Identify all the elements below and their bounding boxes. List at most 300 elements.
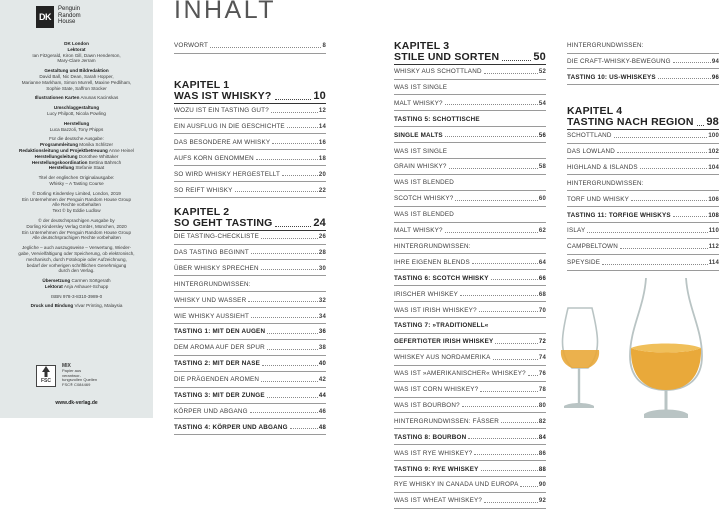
toc-page-number: 110 [708, 228, 719, 235]
imprint-value: Alle deutschsprachigen Rechte vorbehalten [32, 235, 121, 241]
toc-rule [394, 238, 546, 239]
toc-leader-dots [620, 248, 708, 249]
toc-entry-label: DAS TASTING BEGINNT [174, 248, 249, 256]
imprint-line [4, 303, 149, 309]
toc-entry-label: WAS IST SINGLE [394, 147, 448, 155]
toc-rule [394, 301, 546, 302]
toc-rule [174, 118, 326, 119]
toc-leader-dots [474, 454, 538, 455]
toc-entry-label: TORF UND WHISKY [567, 195, 630, 203]
toc-rule [394, 460, 546, 461]
toc-leader-dots [673, 62, 711, 63]
toc-leader-dots [640, 168, 708, 169]
toc-leader-dots [445, 104, 538, 105]
toc-entry[interactable] [394, 338, 546, 345]
toc-entry[interactable] [394, 211, 546, 218]
toc-leader-dots [210, 47, 321, 48]
toc-page-number: 28 [318, 249, 326, 256]
toc-entry[interactable] [394, 179, 546, 186]
imprint-panel [0, 0, 153, 418]
toc-entry[interactable] [174, 233, 326, 240]
imprint-credits [4, 41, 149, 309]
publisher-name: Penguin Random House [58, 6, 81, 26]
toc-rule [174, 387, 326, 388]
toc-page-number: 92 [538, 498, 546, 505]
toc-rule [174, 259, 326, 260]
toc-entry[interactable] [567, 74, 719, 81]
toc-entry[interactable] [394, 227, 546, 234]
toc-entry-label: WAS IST »AMERIKANISCHER« WHISKEY? [394, 370, 526, 378]
toc-entry[interactable] [174, 313, 326, 320]
toc-entry[interactable] [394, 68, 546, 75]
toc-rule [174, 307, 326, 308]
toc-entry[interactable] [567, 196, 719, 203]
toc-rule [174, 149, 326, 150]
toc-rule [394, 126, 546, 127]
imprint-value: Anunas Kacinskas [80, 95, 119, 101]
toc-page-number: 106 [708, 196, 719, 203]
toc-leader-dots [251, 253, 318, 254]
toc-leader-dots [248, 301, 318, 302]
imprint-role: Herstellung [48, 165, 75, 171]
toc-entry[interactable] [394, 322, 546, 329]
chapter-page-number: 98 [706, 116, 719, 128]
toc-entry[interactable] [394, 291, 546, 298]
toc-page-number: 14 [318, 123, 326, 130]
toc-entry[interactable] [394, 466, 546, 473]
toc-page-number: 26 [318, 234, 326, 240]
imprint-value: Bettina Bährsch [88, 159, 122, 165]
imprint-role: Programmleitung [39, 142, 79, 148]
toc-rule [394, 190, 546, 191]
toc-leader-dots [658, 78, 711, 79]
toc-entry-label: TASTING 5: SCHOTTISCHE [394, 115, 480, 123]
chapter-heading[interactable] [394, 41, 546, 65]
imprint-role: Druck und Bindung [30, 303, 74, 309]
toc-page-number: 18 [318, 155, 326, 162]
toc-rule [394, 110, 546, 111]
toc-entry-label: TASTING 2: MIT DER NASE [174, 360, 260, 368]
imprint-role: Herstellung [63, 120, 90, 126]
toc-rule [394, 158, 546, 159]
toc-leader-dots [484, 73, 538, 74]
toc-entry[interactable] [567, 243, 719, 250]
toc-page-number: 76 [538, 371, 546, 378]
toc-leader-dots [287, 127, 318, 128]
chapter-title: SO GEHT TASTING [174, 217, 273, 229]
toc-entry[interactable] [394, 307, 546, 314]
toc-entry[interactable] [394, 481, 546, 488]
imprint-role: Herstellungsleitung [34, 153, 78, 159]
toc-page-number: 44 [318, 393, 326, 399]
toc-rule [567, 84, 719, 85]
chapter-title-row [567, 117, 719, 128]
toc-entry-label: WAS IST RYE WHISKEY? [394, 449, 473, 457]
toc-rule [567, 158, 719, 159]
toc-entry[interactable] [394, 195, 546, 202]
toc-entry-label: SPEYSIDE [567, 259, 601, 267]
toc-rule [567, 143, 719, 144]
toc-entry[interactable] [174, 107, 326, 114]
toc-rule [394, 206, 546, 207]
toc-entry[interactable] [174, 376, 326, 383]
imprint-value: Anja Ashauer-Schupp [63, 283, 109, 289]
toc-entry[interactable] [394, 386, 546, 393]
toc-entry[interactable] [174, 265, 326, 272]
imprint-value: © der deutschsprachigen Ausgabe by [38, 217, 115, 223]
chapter-title-row [174, 218, 326, 229]
small-glass-icon [561, 308, 599, 408]
toc-page-number: 42 [318, 377, 326, 384]
toc-page-number: 80 [538, 402, 546, 409]
toc-leader-dots [528, 375, 538, 376]
toc-entry[interactable] [174, 139, 326, 146]
toc-entry-label: SCOTCH WHISKY? [394, 195, 454, 203]
chapter-heading[interactable] [174, 80, 326, 104]
imprint-value: Monika Schlitzer [79, 142, 113, 148]
chapter-underline [394, 64, 546, 65]
toc-entry[interactable] [394, 402, 546, 409]
toc-entry[interactable] [394, 354, 546, 361]
chapter-title-row [174, 91, 326, 102]
toc-rule [394, 79, 546, 80]
toc-leader-dots [267, 349, 318, 350]
toc-rule [394, 397, 546, 398]
toc-leader-dots [261, 238, 318, 239]
toc-rule [567, 222, 719, 223]
toc-page-number: 88 [538, 466, 546, 473]
toc-entry[interactable] [567, 212, 719, 219]
toc-page-number: 58 [538, 164, 546, 171]
toc-rule [394, 94, 546, 95]
toc-rule [567, 190, 719, 191]
toc-entry[interactable] [174, 424, 326, 431]
toc-entry-label: HIGHLAND & ISLANDS [567, 163, 638, 171]
toc-entry[interactable] [174, 123, 326, 130]
toc-page-number: 34 [318, 313, 326, 320]
toc-leader-dots [250, 412, 318, 413]
toc-entry[interactable] [394, 116, 546, 123]
toc-entry[interactable] [174, 297, 326, 304]
chapter-page-number: 10 [313, 90, 326, 102]
toc-entry-label: MALT WHISKY? [394, 227, 443, 234]
toc-entry-label: HINTERGRUNDWISSEN: [567, 179, 644, 187]
toc-entry-label: HINTERGRUNDWISSEN: FÄSSER [394, 417, 500, 425]
toc-entry-label: WAS IST BLENDED [394, 179, 455, 187]
toc-leader-dots [460, 295, 538, 296]
toc-entry[interactable] [567, 164, 719, 171]
imprint-value: gabe, Vervielfältigung oder Speicherung, ob elektronisch, [18, 250, 135, 256]
toc-entry[interactable] [174, 328, 326, 335]
toc-rule [394, 333, 546, 334]
chapter-title: WAS IST WHISKY? [174, 90, 272, 102]
imprint-value: ISBN 978-3-8310-3989-0 [50, 293, 103, 299]
toc-page-number: 96 [711, 74, 719, 81]
fsc-certification [36, 364, 97, 388]
imprint-value: Ein Unternehmen der Penguin Random House Group [21, 196, 132, 202]
toc-rule [394, 317, 546, 318]
toc-entry-label: HINTERGRUNDWISSEN: [394, 242, 471, 250]
toc-rule [567, 254, 719, 255]
toc-page-number: 30 [318, 265, 326, 272]
chapter-title-row [394, 52, 546, 63]
toc-entry[interactable] [174, 249, 326, 256]
toc-leader-dots [282, 175, 318, 176]
toc-entry[interactable] [394, 418, 546, 425]
toc-entry-label: VORWORT [174, 42, 209, 49]
dk-logo-mark: DK [36, 6, 54, 28]
toc-entry[interactable] [174, 155, 326, 162]
toc-entry-label: TASTING 7: »TRADITIONELL« [394, 322, 489, 330]
toc-entry[interactable] [567, 58, 719, 65]
toc-leader-dots [261, 381, 318, 382]
chapter-heading[interactable] [567, 106, 719, 130]
toc-page-number: 82 [538, 418, 546, 425]
toc-entry-label: KÖRPER UND ABGANG [174, 407, 248, 415]
toc-entry[interactable] [394, 148, 546, 155]
toc-entry[interactable] [567, 132, 719, 139]
chapter-number: KAPITEL 3 [394, 40, 450, 52]
toc-rule [174, 434, 326, 435]
toc-page-number: 104 [708, 164, 719, 171]
toc-page-number: 100 [708, 133, 719, 139]
toc-entry-label: WOZU IST EIN TASTING GUT? [174, 107, 269, 114]
toc-rule [174, 53, 326, 54]
toc-entry[interactable] [174, 408, 326, 415]
toc-leader-dots [493, 359, 538, 360]
toc-page-number: 68 [538, 291, 546, 298]
toc-leader-dots [481, 470, 538, 471]
chapter-underline [174, 103, 326, 104]
imprint-role: Lektorat [44, 283, 63, 289]
toc-entry-label: HINTERGRUNDWISSEN: [567, 42, 644, 49]
toc-rule [174, 403, 326, 404]
toc-entry[interactable] [394, 434, 546, 441]
page-title: INHALT [174, 0, 277, 24]
toc-entry[interactable] [394, 243, 546, 250]
toc-entry[interactable] [394, 497, 546, 504]
toc-entry-label: DIE CRAFT-WHISKY-BEWEGUNG [567, 57, 671, 65]
toc-page-number: 54 [538, 100, 546, 107]
chapter-heading[interactable] [174, 207, 326, 231]
toc-entry[interactable] [174, 281, 326, 288]
imprint-value: © Dorling Kindersley Limited, London, 2019 [32, 190, 121, 196]
toc-leader-dots [449, 168, 538, 169]
toc-entry-label: GRAIN WHISKY? [394, 163, 447, 171]
toc-page-number: 32 [318, 297, 326, 304]
toc-leader-dots [614, 137, 708, 138]
imprint-role: Gestaltung und Bildredaktion [44, 68, 109, 74]
chapter-page-number: 24 [313, 217, 326, 229]
imprint-role: Lektorat [67, 46, 86, 52]
toc-leader-dots [587, 232, 707, 233]
fsc-tree-icon: FSC [36, 365, 56, 387]
toc-entry[interactable] [174, 42, 326, 49]
toc-entry[interactable] [567, 259, 719, 266]
toc-entry[interactable] [394, 100, 546, 107]
toc-page-number: 74 [538, 355, 546, 362]
toc-entry-label: WAS IST CORN WHISKEY? [394, 386, 479, 393]
imprint-value: Alle Rechte vorbehalten [52, 202, 101, 208]
toc-page-number: 64 [538, 259, 546, 266]
chapter-underline [567, 129, 719, 130]
toc-entry-label: WIE WHISKY AUSSIEHT [174, 312, 250, 320]
imprint-value: durch den Verlag. [58, 268, 95, 274]
imprint-role: Herstellungskoordination [31, 159, 88, 165]
toc-leader-dots [479, 311, 538, 312]
publisher-logo [36, 6, 81, 28]
toc-page-number: 12 [318, 108, 326, 114]
toc-page-number: 114 [708, 260, 719, 267]
imprint-value: Luca Bazzoli, Tony Phipps [49, 126, 104, 132]
imprint-value: Ian Fitzgerald, Kiron Gill, Dawn Henderson, [32, 52, 121, 58]
imprint-value: Titel der englischen Originalausgabe: [38, 175, 115, 181]
imprint-value: Lucy Philpott, Nicola Powling [47, 110, 106, 116]
toc-entry[interactable] [174, 360, 326, 367]
chapter-title: STILE UND SORTEN [394, 51, 500, 63]
toc-page-number: 108 [708, 212, 719, 219]
toc-entry-label: HINTERGRUNDWISSEN: [174, 280, 251, 288]
toc-leader-dots [468, 438, 538, 439]
toc-leader-dots [462, 406, 538, 407]
toc-page-number: 66 [538, 275, 546, 282]
toc-entry-label: MALT WHISKY? [394, 99, 443, 107]
toc-leader-dots [491, 279, 538, 280]
toc-leader-dots [501, 422, 538, 423]
imprint-value: mechanisch, durch Fotokopie oder Aufzeichnung, [26, 256, 127, 262]
toc-page-number: 78 [538, 387, 546, 393]
toc-entry-label: SO REIFT WHISKY [174, 186, 233, 194]
imprint-value: Dorling Kindersley Verlag GmbH, München, 2020 [26, 223, 127, 229]
toc-entry-label: WAS IST IRISH WHISKEY? [394, 306, 477, 314]
toc-entry[interactable] [394, 370, 546, 377]
toc-leader-dots [455, 200, 537, 201]
toc-entry[interactable] [394, 163, 546, 170]
toc-entry-label: TASTING 4: KÖRPER UND ABGANG [174, 423, 288, 431]
toc-entry-label: WAS IST SINGLE [394, 83, 448, 91]
toc-entry[interactable] [394, 84, 546, 91]
toc-page-number: 94 [711, 58, 719, 65]
imprint-role: Illustrationen Karten [34, 95, 80, 101]
toc-leader-dots [480, 391, 538, 392]
toc-entry[interactable] [174, 187, 326, 194]
toc-rule [174, 244, 326, 245]
imprint-value: Dorothee Whittaker [78, 153, 119, 159]
toc-rule [394, 349, 546, 350]
toc-leader-dots [290, 428, 318, 429]
toc-page-number: 112 [708, 244, 719, 251]
toc-leader-dots [484, 502, 538, 503]
toc-entry-label: EIN AUSFLUG IN DIE GESCHICHTE [174, 122, 285, 130]
chapter-number: KAPITEL 1 [174, 79, 230, 91]
toc-entry[interactable] [394, 259, 546, 266]
toc-entry-label: DEM AROMA AUF DER SPUR [174, 344, 265, 352]
toc-leader-dots [261, 269, 318, 270]
toc-rule [174, 418, 326, 419]
toc-page-number: 70 [538, 307, 546, 314]
chapter-number: KAPITEL 2 [174, 206, 230, 218]
toc-leader-dots [267, 397, 318, 398]
toc-entry-label: IHRE EIGENEN BLENDS [394, 258, 470, 266]
toc-leader-dots [272, 143, 318, 144]
toc-entry[interactable] [567, 227, 719, 234]
toc-rule [567, 53, 719, 54]
toc-leader-dots [251, 317, 318, 318]
toc-entry[interactable] [174, 344, 326, 351]
toc-entry-label: SO WIRD WHISKY HERGESTELLT [174, 170, 281, 178]
toc-entry-label: TASTING 10: US-WHISKEYS [567, 73, 656, 81]
toc-page-number: 62 [538, 228, 546, 234]
toc-entry[interactable] [174, 392, 326, 399]
toc-leader-dots [235, 191, 318, 192]
toc-entry[interactable] [567, 42, 719, 49]
toc-leader-dots [673, 216, 708, 217]
website-url: www.dk-verlag.de [55, 400, 98, 406]
imprint-value: Anne Heinel [108, 147, 134, 153]
toc-rule [174, 323, 326, 324]
toc-rule [174, 181, 326, 182]
imprint-value: Mary-Clare Jerram [57, 58, 96, 64]
toc-page-number: 48 [318, 424, 326, 431]
toc-entry-label: CAMPBELTOWN [567, 243, 618, 251]
toc-entry-label: ÜBER WHISKY SPRECHEN [174, 264, 259, 272]
toc-entry[interactable] [394, 275, 546, 282]
imprint-value: bedarf der vorherigen schriftlichen Genehmigung [26, 262, 127, 268]
toc-page-number: 46 [318, 408, 326, 415]
toc-page-number: 60 [538, 196, 546, 203]
toc-entry-label: TASTING 8: BOURBON [394, 433, 467, 441]
toc-leader-dots [256, 159, 318, 160]
toc-rule [394, 428, 546, 429]
toc-leader-dots [275, 226, 311, 227]
toc-leader-dots [697, 125, 705, 126]
toc-page-number: 36 [318, 329, 326, 336]
toc-rule [567, 68, 719, 69]
toc-rule [394, 269, 546, 270]
imprint-role: Redaktionsleitung und Projektbetreuung [19, 147, 108, 153]
toc-rule [394, 444, 546, 445]
toc-rule [567, 174, 719, 175]
toc-entry-label: IRISCHER WHISKEY [394, 290, 459, 298]
toc-entry-label: WHISKY AUS SCHOTTLAND [394, 68, 482, 75]
toc-rule [394, 174, 546, 175]
toc-entry-label: WHISKEY AUS NORDAMERIKA [394, 354, 491, 362]
toc-entry-label: RYE WHISKY IN CANADA UND EUROPA [394, 481, 519, 489]
imprint-value: Stefanie Staat [75, 165, 105, 171]
toc-entry[interactable] [174, 171, 326, 178]
toc-page-number: 8 [322, 43, 326, 49]
toc-page-number: 90 [538, 482, 546, 489]
toc-rule [394, 365, 546, 366]
toc-entry-label: TASTING 1: MIT DEN AUGEN [174, 328, 266, 336]
toc-entry[interactable] [567, 180, 719, 187]
toc-rule [174, 371, 326, 372]
toc-entry-label: DAS LOWLAND [567, 147, 616, 155]
imprint-value: Ein Unternehmen der Penguin Random House Group [21, 229, 132, 235]
chapter-underline [174, 230, 326, 231]
toc-entry-label: SINGLE MALTS [394, 131, 443, 139]
imprint-role: DK London [64, 41, 89, 46]
toc-entry[interactable] [394, 450, 546, 457]
toc-entry[interactable] [567, 148, 719, 155]
toc-rule [174, 339, 326, 340]
toc-leader-dots [495, 343, 537, 344]
imprint-value: Marianne Markham, Simon Murrell, Maxine Pedliham, [21, 79, 132, 85]
toc-entry-label: WAS IST BOURBON? [394, 401, 460, 409]
toc-entry[interactable] [394, 132, 546, 139]
toc-leader-dots [271, 112, 318, 113]
chapter-title: TASTING NACH REGION [567, 116, 694, 128]
